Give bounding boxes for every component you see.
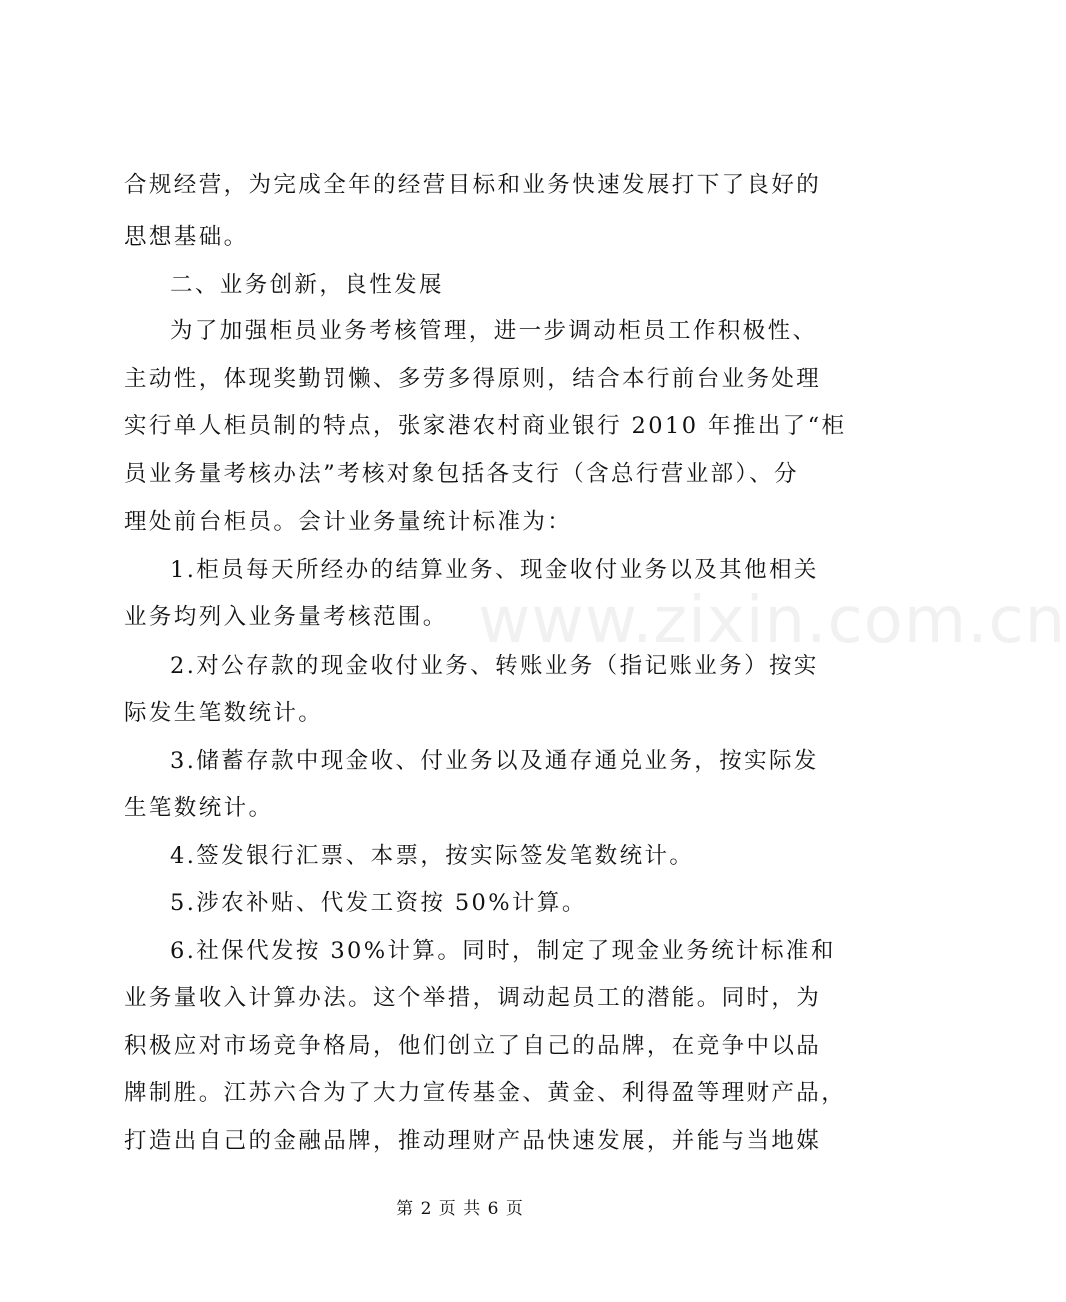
list-item: 6.社保代发按 30%计算。同时，制定了现金业务统计标准和 (170, 938, 836, 964)
list-item: 2.对公存款的现金收付业务、转账业务（指记账业务）按实 (170, 653, 819, 679)
text-line: 际发生笔数统计。 (124, 700, 324, 726)
text-line: 主动性，体现奖勤罚懒、多劳多得原则，结合本行前台业务处理 (124, 366, 822, 392)
text-line: 积极应对市场竞争格局，他们创立了自己的品牌，在竞争中以品 (124, 1033, 822, 1059)
text-line: 合规经营，为完成全年的经营目标和业务快速发展打下了良好的 (124, 172, 822, 198)
section-heading: 二、业务创新，良性发展 (170, 272, 444, 298)
text-line: 实行单人柜员制的特点，张家港农村商业银行 2010 年推出了“柜 (124, 413, 847, 439)
text-line: 牌制胜。江苏六合为了大力宣传基金、黄金、利得盈等理财产品， (124, 1080, 847, 1106)
text-line: 打造出自己的金融品牌，推动理财产品快速发展，并能与当地媒 (124, 1128, 822, 1154)
list-item: 3.储蓄存款中现金收、付业务以及通存通兑业务，按实际发 (170, 748, 819, 774)
list-item: 4.签发银行汇票、本票，按实际签发笔数统计。 (170, 843, 695, 869)
text-line: 思想基础。 (124, 224, 249, 250)
text-line: 生笔数统计。 (124, 795, 274, 821)
list-item: 5.涉农补贴、代发工资按 50%计算。 (170, 890, 587, 916)
list-item: 1.柜员每天所经办的结算业务、现金收付业务以及其他相关 (170, 557, 819, 583)
text-line: 业务均列入业务量考核范围。 (124, 604, 448, 630)
text-line: 为了加强柜员业务考核管理，进一步调动柜员工作积极性、 (170, 318, 818, 344)
watermark: www.zixin.com.cn (478, 584, 1066, 658)
text-line: 员业务量考核办法”考核对象包括各支行（含总行营业部）、分 (124, 461, 799, 487)
text-line: 业务量收入计算办法。这个举措，调动起员工的潜能。同时，为 (124, 985, 822, 1011)
page-number-footer: 第 2 页 共 6 页 (396, 1199, 524, 1219)
text-line: 理处前台柜员。会计业务量统计标准为： (124, 509, 573, 535)
